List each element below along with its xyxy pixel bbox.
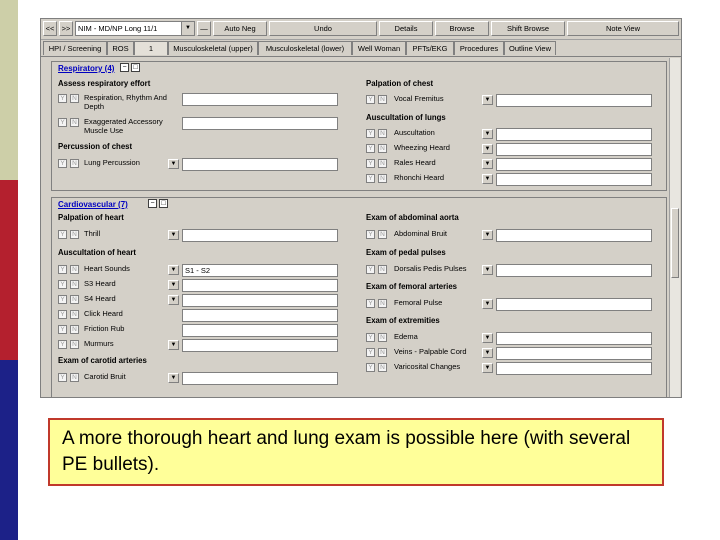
- exam-row: [58, 279, 348, 292]
- undo-button[interactable]: Undo: [269, 21, 377, 36]
- exam-row: [58, 294, 348, 307]
- shift-browse-button[interactable]: Shift Browse: [491, 21, 565, 36]
- yes-checkbox[interactable]: Y: [366, 363, 375, 372]
- exam-label: Auscultation: [394, 128, 435, 137]
- femoral-arteries-heading: Exam of femoral arteries: [366, 282, 458, 291]
- exam-row: [366, 298, 662, 311]
- chevron-down-icon[interactable]: ▼: [482, 174, 493, 184]
- exam-text-field[interactable]: [182, 93, 338, 106]
- exam-template-window: [40, 18, 682, 398]
- exam-text-field[interactable]: [182, 279, 338, 292]
- no-checkbox[interactable]: N: [378, 265, 387, 274]
- chevron-down-icon[interactable]: ▼: [168, 230, 179, 240]
- exam-text-field[interactable]: [182, 324, 338, 337]
- exam-text-field[interactable]: [496, 264, 652, 277]
- yes-checkbox[interactable]: Y: [366, 348, 375, 357]
- exam-text-field[interactable]: [496, 347, 652, 360]
- tab-pfts-ekg[interactable]: PFTs/EKG: [406, 41, 454, 55]
- extremities-heading: Exam of extremities: [366, 316, 440, 325]
- exam-row: [58, 229, 348, 242]
- exam-row: [58, 372, 348, 385]
- auscultation-lungs-heading: Auscultation of lungs: [366, 113, 446, 122]
- exam-row: [366, 128, 662, 141]
- tab-bar: [41, 40, 681, 57]
- no-checkbox[interactable]: N: [70, 280, 79, 289]
- exam-label: Veins - Palpable Cord: [394, 347, 467, 356]
- chevron-down-icon[interactable]: ▼: [181, 22, 194, 35]
- side-bar-segment-middle: [0, 180, 18, 360]
- exam-label: Edema: [394, 332, 418, 341]
- tab-ros[interactable]: ROS: [107, 41, 134, 55]
- yes-checkbox[interactable]: Y: [366, 129, 375, 138]
- exam-label: Respiration, Rhythm And Depth: [84, 93, 167, 111]
- exam-text-field[interactable]: [182, 309, 338, 322]
- exam-label: Abdominal Bruit: [394, 229, 447, 238]
- no-checkbox[interactable]: N: [70, 295, 79, 304]
- yes-checkbox[interactable]: Y: [58, 94, 67, 103]
- exam-text-field[interactable]: [496, 173, 652, 186]
- no-checkbox[interactable]: N: [70, 340, 79, 349]
- auto-neg-button[interactable]: Auto Neg: [213, 21, 267, 36]
- nav-prev-button[interactable]: <<: [43, 21, 57, 36]
- yes-checkbox[interactable]: Y: [366, 230, 375, 239]
- exam-label: Thrill: [84, 229, 101, 238]
- no-checkbox[interactable]: N: [378, 230, 387, 239]
- assess-respiratory-heading: Assess respiratory effort: [58, 79, 151, 88]
- exam-row: [58, 309, 348, 322]
- exam-label: Wheezing Heard: [394, 143, 450, 152]
- exam-label: Heart Sounds: [84, 264, 130, 273]
- exam-row: [366, 332, 662, 345]
- yes-checkbox[interactable]: Y: [58, 373, 67, 382]
- no-checkbox[interactable]: N: [70, 94, 79, 103]
- yes-checkbox[interactable]: Y: [366, 159, 375, 168]
- exam-row: [366, 173, 662, 186]
- square-icon[interactable]: □: [131, 63, 140, 72]
- yes-checkbox[interactable]: Y: [366, 144, 375, 153]
- exam-label: Rales Heard: [394, 158, 436, 167]
- yes-checkbox[interactable]: Y: [366, 333, 375, 342]
- note-view-button[interactable]: Note View: [567, 21, 679, 36]
- yes-checkbox[interactable]: Y: [366, 265, 375, 274]
- toolbar: [41, 19, 681, 40]
- exam-label: Carotid Bruit: [84, 372, 126, 381]
- exam-label: Lung Percussion: [84, 158, 140, 167]
- vertical-scrollbar[interactable]: [669, 58, 680, 398]
- exam-row: [58, 117, 348, 135]
- yes-checkbox[interactable]: Y: [58, 310, 67, 319]
- exam-label: S4 Heard: [84, 294, 116, 303]
- exam-row: [366, 362, 662, 375]
- chevron-down-icon[interactable]: ▼: [482, 95, 493, 105]
- template-select-value: NIM - MD/NP Long 11/1: [78, 24, 158, 33]
- exam-text-field[interactable]: S1 - S2: [182, 264, 338, 277]
- respiratory-group: [51, 61, 667, 191]
- respiratory-title[interactable]: Respiratory (4): [58, 64, 115, 73]
- exam-row: [58, 264, 348, 277]
- chevron-down-icon[interactable]: ▼: [168, 265, 179, 275]
- yes-checkbox[interactable]: Y: [366, 95, 375, 104]
- chevron-down-icon[interactable]: ▼: [482, 144, 493, 154]
- palpation-chest-heading: Palpation of chest: [366, 79, 434, 88]
- chevron-down-icon[interactable]: ▼: [482, 299, 493, 309]
- pedal-pulses-heading: Exam of pedal pulses: [366, 248, 446, 257]
- no-checkbox[interactable]: N: [70, 325, 79, 334]
- exam-row: [366, 143, 662, 156]
- percussion-heading: Percussion of chest: [58, 142, 133, 151]
- exam-text-field[interactable]: [496, 298, 652, 311]
- exam-text-field[interactable]: [496, 143, 652, 156]
- no-checkbox[interactable]: N: [70, 373, 79, 382]
- slide-side-bar: [0, 0, 18, 540]
- no-checkbox[interactable]: N: [378, 333, 387, 342]
- exam-label: Exaggerated Accessory Muscle Use: [84, 117, 163, 135]
- exam-text-field[interactable]: [182, 117, 338, 130]
- minus-icon[interactable]: −: [120, 63, 129, 72]
- no-checkbox[interactable]: N: [378, 363, 387, 372]
- details-button[interactable]: Details: [379, 21, 433, 36]
- exam-text-field[interactable]: [182, 158, 338, 171]
- yes-checkbox[interactable]: Y: [58, 118, 67, 127]
- yes-checkbox[interactable]: Y: [58, 325, 67, 334]
- tab-well-woman[interactable]: Well Woman: [352, 41, 406, 55]
- chevron-down-icon[interactable]: ▼: [168, 159, 179, 169]
- exam-row: [58, 158, 348, 171]
- tab-musculoskeletal-upper[interactable]: Musculoskeletal (upper): [168, 41, 258, 55]
- slide-caption: A more thorough heart and lung exam is possible here (with several PE bullets).: [48, 418, 664, 486]
- no-checkbox[interactable]: N: [378, 144, 387, 153]
- no-checkbox[interactable]: N: [378, 174, 387, 183]
- exam-row: [366, 347, 662, 360]
- exam-label: S3 Heard: [84, 279, 116, 288]
- exam-text-field[interactable]: [496, 229, 652, 242]
- yes-checkbox[interactable]: Y: [58, 230, 67, 239]
- chevron-down-icon[interactable]: ▼: [482, 159, 493, 169]
- exam-row: [58, 324, 348, 337]
- yes-checkbox[interactable]: Y: [58, 265, 67, 274]
- no-checkbox[interactable]: N: [378, 159, 387, 168]
- no-checkbox[interactable]: N: [378, 129, 387, 138]
- exam-label: Femoral Pulse: [394, 298, 443, 307]
- side-bar-segment-top: [0, 0, 18, 180]
- template-select[interactable]: [75, 21, 195, 36]
- chevron-down-icon[interactable]: ▼: [168, 373, 179, 383]
- yes-checkbox[interactable]: Y: [58, 340, 67, 349]
- yes-checkbox[interactable]: Y: [58, 295, 67, 304]
- browse-button[interactable]: Browse: [435, 21, 489, 36]
- tab-1[interactable]: 1: [134, 41, 168, 55]
- exam-row: [366, 229, 662, 242]
- exam-text-field[interactable]: [182, 339, 338, 352]
- exam-text-field[interactable]: [182, 372, 338, 385]
- palpation-heart-heading: Palpation of heart: [58, 213, 124, 222]
- square-icon[interactable]: □: [159, 199, 168, 208]
- exam-label: Rhonchi Heard: [394, 173, 445, 182]
- exam-text-field[interactable]: [496, 128, 652, 141]
- exam-label: Click Heard: [84, 309, 123, 318]
- tab-procedures[interactable]: Procedures: [454, 41, 504, 55]
- exam-text-field[interactable]: [496, 158, 652, 171]
- exam-label: Varicosital Changes: [394, 362, 461, 371]
- collapse-button[interactable]: —: [197, 21, 211, 36]
- chevron-down-icon[interactable]: ▼: [482, 265, 493, 275]
- auscultation-heart-heading: Auscultation of heart: [58, 248, 136, 257]
- tab-hpi-screening[interactable]: HPI / Screening: [43, 41, 107, 55]
- abdominal-aorta-heading: Exam of abdominal aorta: [366, 213, 459, 222]
- exam-row: [58, 93, 348, 111]
- exam-label: Murmurs: [84, 339, 114, 348]
- tab-outline-view[interactable]: Outline View: [504, 41, 556, 55]
- exam-row: [366, 158, 662, 171]
- scrollbar-thumb[interactable]: [671, 208, 679, 278]
- exam-text-field[interactable]: [182, 229, 338, 242]
- exam-label: Vocal Fremitus: [394, 94, 444, 103]
- carotid-heading: Exam of carotid arteries: [58, 356, 147, 365]
- no-checkbox[interactable]: N: [70, 310, 79, 319]
- no-checkbox[interactable]: N: [378, 299, 387, 308]
- no-checkbox[interactable]: N: [378, 95, 387, 104]
- yes-checkbox[interactable]: Y: [58, 280, 67, 289]
- no-checkbox[interactable]: N: [378, 348, 387, 357]
- chevron-down-icon[interactable]: ▼: [482, 348, 493, 358]
- chevron-down-icon[interactable]: ▼: [168, 295, 179, 305]
- chevron-down-icon[interactable]: ▼: [482, 230, 493, 240]
- no-checkbox[interactable]: N: [70, 118, 79, 127]
- cardiovascular-group: [51, 197, 667, 398]
- no-checkbox[interactable]: N: [70, 230, 79, 239]
- exam-form: [45, 58, 667, 398]
- side-bar-segment-bottom: [0, 360, 18, 540]
- exam-text-field[interactable]: [182, 294, 338, 307]
- chevron-down-icon[interactable]: ▼: [168, 280, 179, 290]
- exam-text-field[interactable]: [496, 332, 652, 345]
- chevron-down-icon[interactable]: ▼: [482, 363, 493, 373]
- no-checkbox[interactable]: N: [70, 159, 79, 168]
- exam-row: [58, 339, 348, 352]
- no-checkbox[interactable]: N: [70, 265, 79, 274]
- exam-label: Dorsalis Pedis Pulses: [394, 264, 467, 273]
- exam-row: [366, 94, 662, 107]
- chevron-down-icon[interactable]: ▼: [482, 333, 493, 343]
- exam-row: [366, 264, 662, 277]
- chevron-down-icon[interactable]: ▼: [168, 340, 179, 350]
- yes-checkbox[interactable]: Y: [58, 159, 67, 168]
- tab-musculoskeletal-lower[interactable]: Musculoskeletal (lower): [258, 41, 352, 55]
- exam-label: Friction Rub: [84, 324, 125, 333]
- chevron-down-icon[interactable]: ▼: [482, 129, 493, 139]
- yes-checkbox[interactable]: Y: [366, 299, 375, 308]
- minus-icon[interactable]: −: [148, 199, 157, 208]
- exam-text-field[interactable]: [496, 362, 652, 375]
- cardiovascular-title[interactable]: Cardiovascular (7): [58, 200, 128, 209]
- yes-checkbox[interactable]: Y: [366, 174, 375, 183]
- nav-next-button[interactable]: >>: [59, 21, 73, 36]
- exam-text-field[interactable]: [496, 94, 652, 107]
